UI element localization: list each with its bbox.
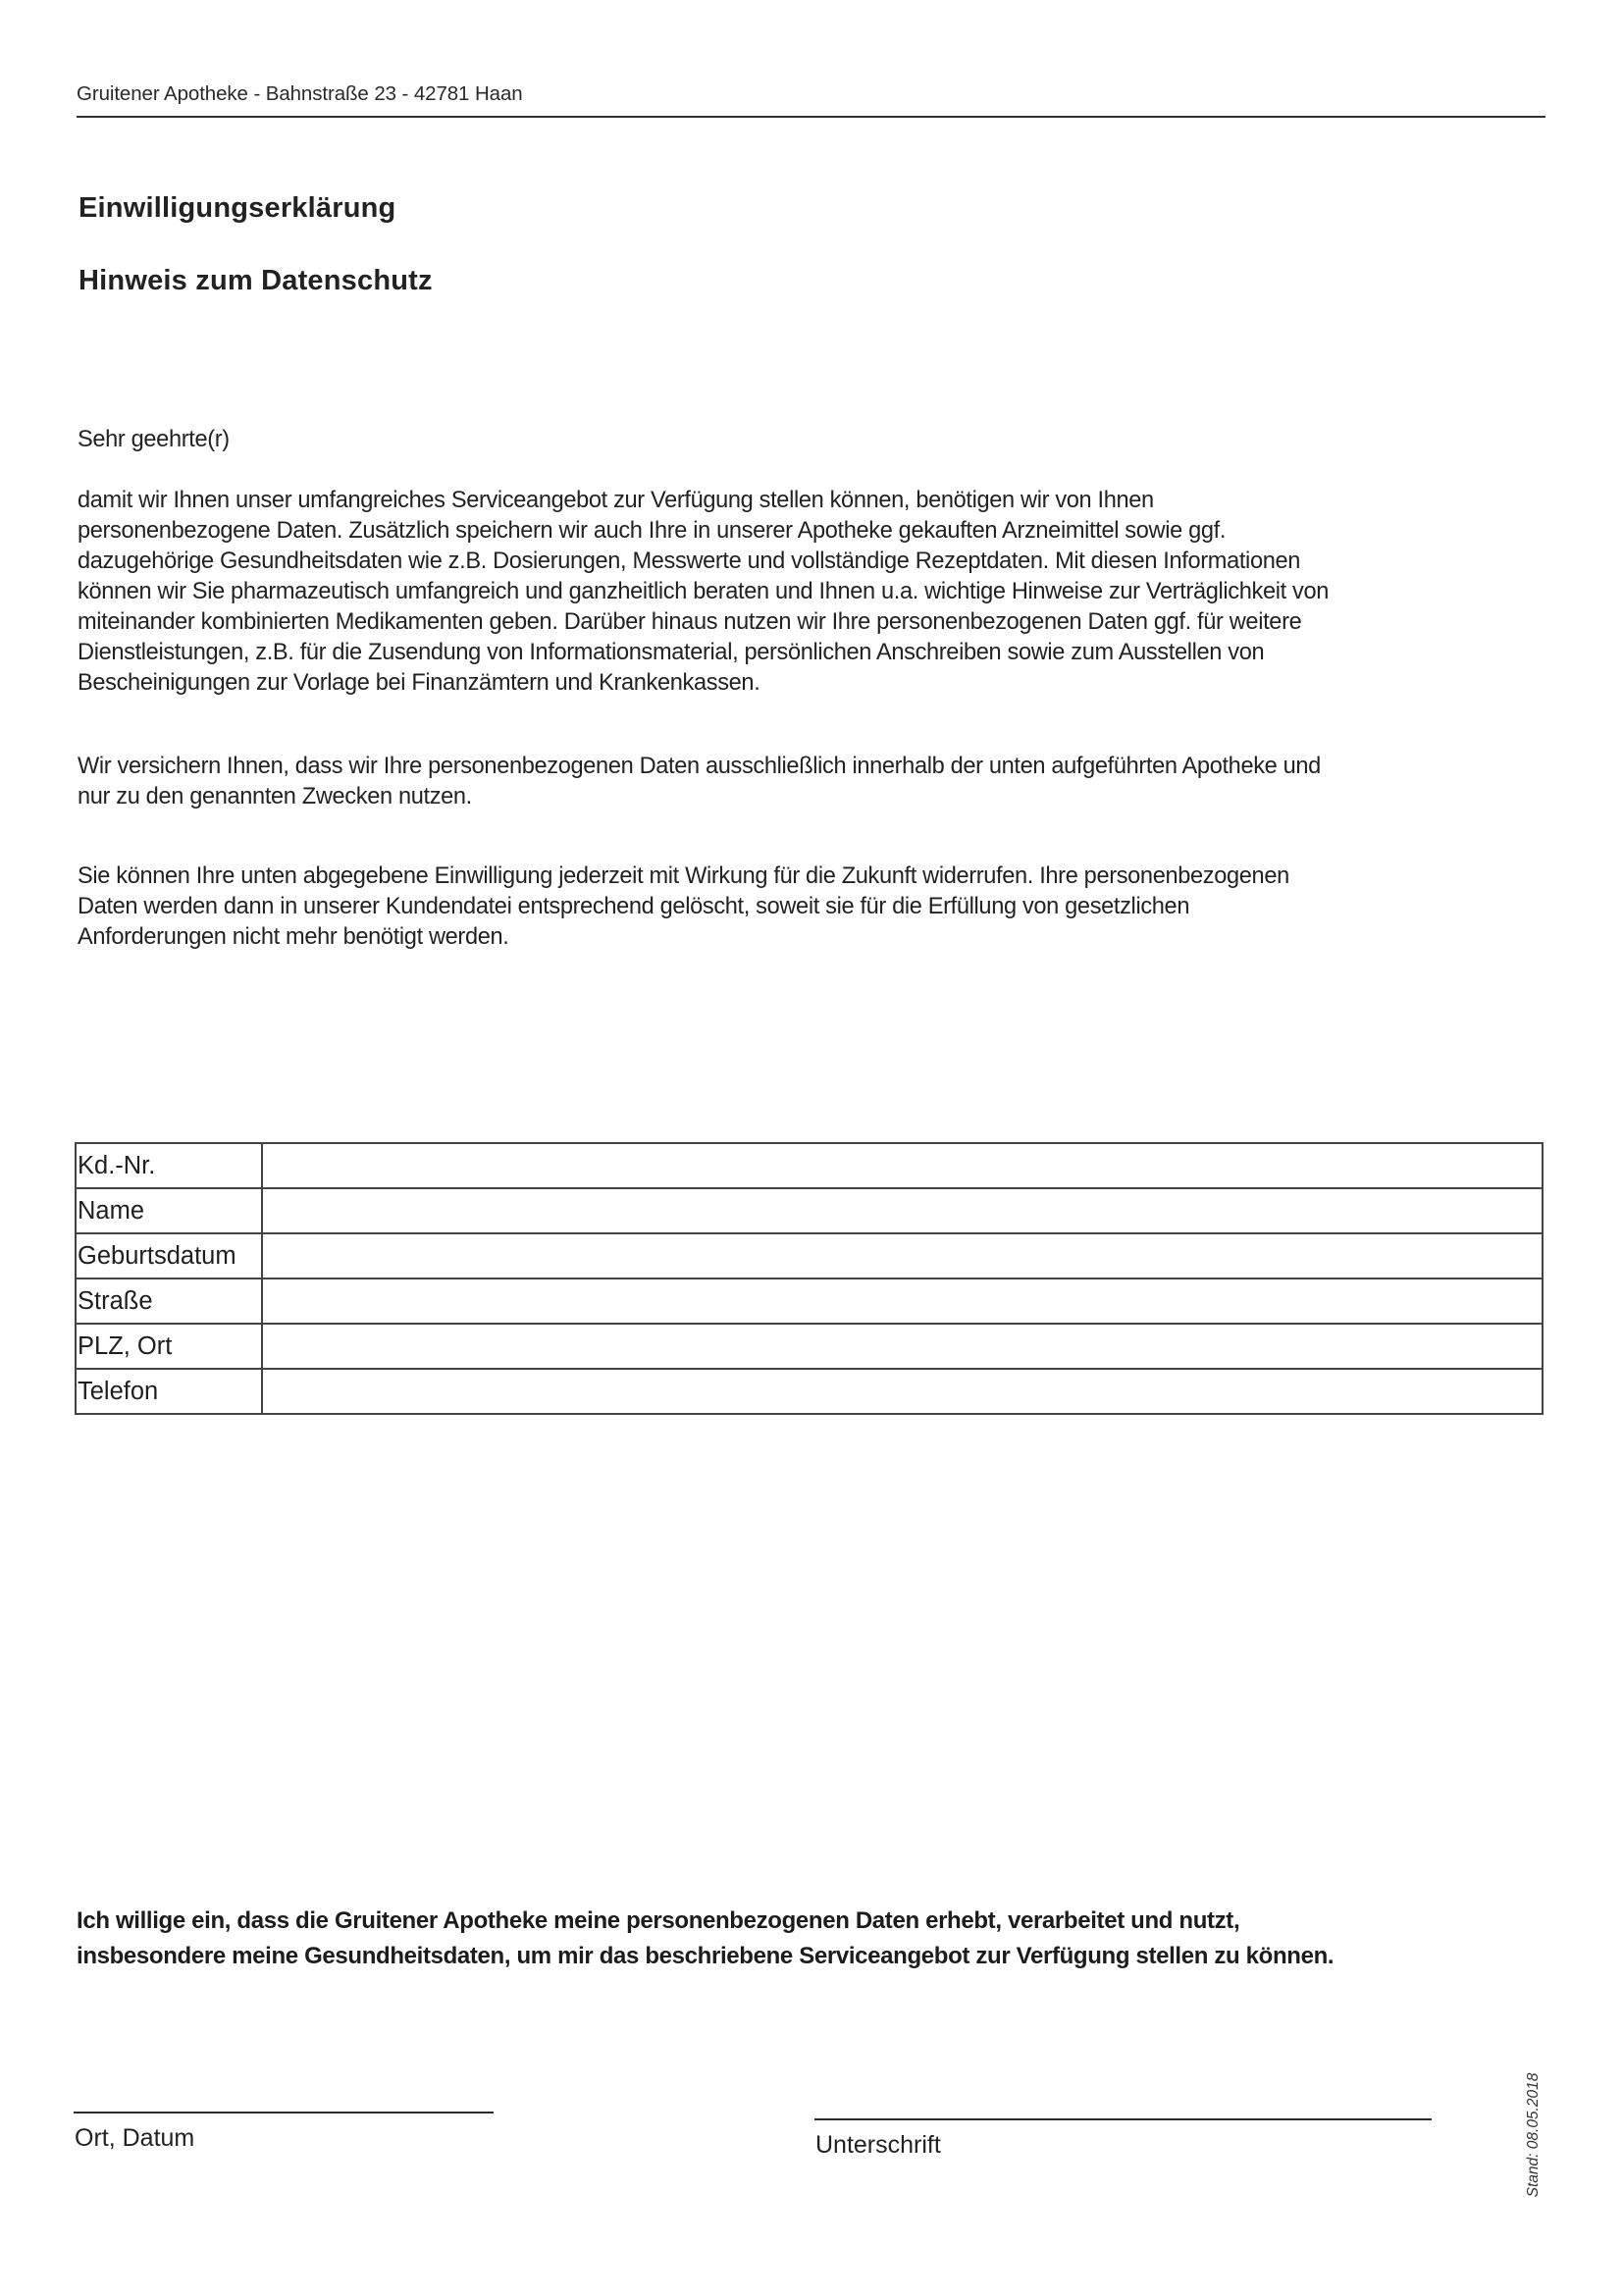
customer-data-form [75, 1142, 1544, 1415]
version-date-stamp: Stand: 08.05.2018 [1525, 2072, 1542, 2198]
paragraph-line: Wir versichern Ihnen, dass wir Ihre personenbezogenen Daten ausschließlich innerhalb der unten aufgeführten Apotheke und [78, 754, 1321, 779]
field-label: Kd.-Nr. [76, 1143, 262, 1188]
paragraph-data-usage [78, 486, 1329, 699]
letterhead-address: Gruitener Apotheke - Bahnstraße 23 - 42781 Haan [77, 82, 523, 105]
field-label: Straße [76, 1278, 262, 1324]
paragraph-line: nur zu den genannten Zwecken nutzen. [78, 784, 472, 809]
paragraph-line: personenbezogene Daten. Zusätzlich speichern wir auch Ihre in unserer Apotheke gekauften Arzneimittel sowie ggf. [78, 518, 1227, 544]
customer-number-input[interactable] [263, 1144, 1542, 1187]
field-value-cell [262, 1233, 1543, 1278]
paragraph-line: Bescheinigungen zur Vorlage bei Finanzämtern und Krankenkassen. [78, 670, 760, 696]
document-title: Einwilligungserklärung [79, 192, 396, 224]
field-label: Name [76, 1188, 262, 1233]
form-row-postcode-city [76, 1324, 1543, 1369]
field-value-cell [262, 1143, 1543, 1188]
paragraph-line: dazugehörige Gesundheitsdaten wie z.B. Dosierungen, Messwerte und vollständige Rezeptdaten. Mit diesen Informationen [78, 548, 1301, 574]
field-value-cell [262, 1369, 1543, 1414]
consent-statement [77, 1904, 1334, 1974]
document-subtitle: Hinweis zum Datenschutz [79, 265, 433, 296]
birthdate-input[interactable] [263, 1234, 1542, 1278]
phone-input[interactable] [263, 1370, 1542, 1413]
postcode-city-input[interactable] [263, 1325, 1542, 1368]
field-value-cell [262, 1278, 1543, 1324]
place-date-label: Ort, Datum [75, 2124, 195, 2152]
consent-line: insbesondere meine Gesundheitsdaten, um mir das beschriebene Serviceangebot zur Verfügung stellen zu können. [77, 1943, 1335, 1969]
paragraph-line: Anforderungen nicht mehr benötigt werden. [78, 924, 509, 950]
paragraph-line: Daten werden dann in unserer Kundendatei entsprechend gelöscht, soweit sie für die Erfüllung von gesetzlichen [78, 894, 1190, 919]
paragraph-assurance [78, 752, 1321, 812]
signature-line[interactable] [814, 2118, 1432, 2120]
letterhead-divider [77, 116, 1545, 118]
field-label: Geburtsdatum [76, 1233, 262, 1278]
place-date-signature-line[interactable] [74, 2112, 494, 2113]
field-label: PLZ, Ort [76, 1324, 262, 1369]
form-row-customer-number [76, 1143, 1543, 1188]
paragraph-line: Sie können Ihre unten abgegebene Einwilligung jederzeit mit Wirkung für die Zukunft widerrufen. Ihre personenbezogenen [78, 863, 1289, 889]
form-row-name [76, 1188, 1543, 1233]
signature-label: Unterschrift [815, 2131, 941, 2159]
paragraph-line: damit wir Ihnen unser umfangreiches Serviceangebot zur Verfügung stellen können, benötigen wir von Ihnen [78, 488, 1154, 513]
consent-line: Ich willige ein, dass die Gruitener Apotheke meine personenbezogenen Daten erhebt, verarbeitet und nutzt, [77, 1907, 1240, 1934]
form-row-street [76, 1278, 1543, 1324]
form-row-birthdate [76, 1233, 1543, 1278]
paragraph-revocation [78, 861, 1289, 953]
paragraph-line: können wir Sie pharmazeutisch umfangreich und ganzheitlich beraten und Ihnen u.a. wichtige Hinweise zur Verträglichkeit von [78, 579, 1330, 604]
paragraph-line: miteinander kombinierten Medikamenten geben. Darüber hinaus nutzen wir Ihre personenbezogenen Daten ggf. für weitere [78, 609, 1302, 635]
field-value-cell [262, 1188, 1543, 1233]
name-input[interactable] [263, 1189, 1542, 1232]
field-label: Telefon [76, 1369, 262, 1414]
street-input[interactable] [263, 1279, 1542, 1323]
salutation: Sehr geehrte(r) [78, 427, 230, 452]
form-row-phone [76, 1369, 1543, 1414]
paragraph-line: Dienstleistungen, z.B. für die Zusendung von Informationsmaterial, persönlichen Anschreiben sowie zum Ausstellen von [78, 640, 1265, 665]
field-value-cell [262, 1324, 1543, 1369]
